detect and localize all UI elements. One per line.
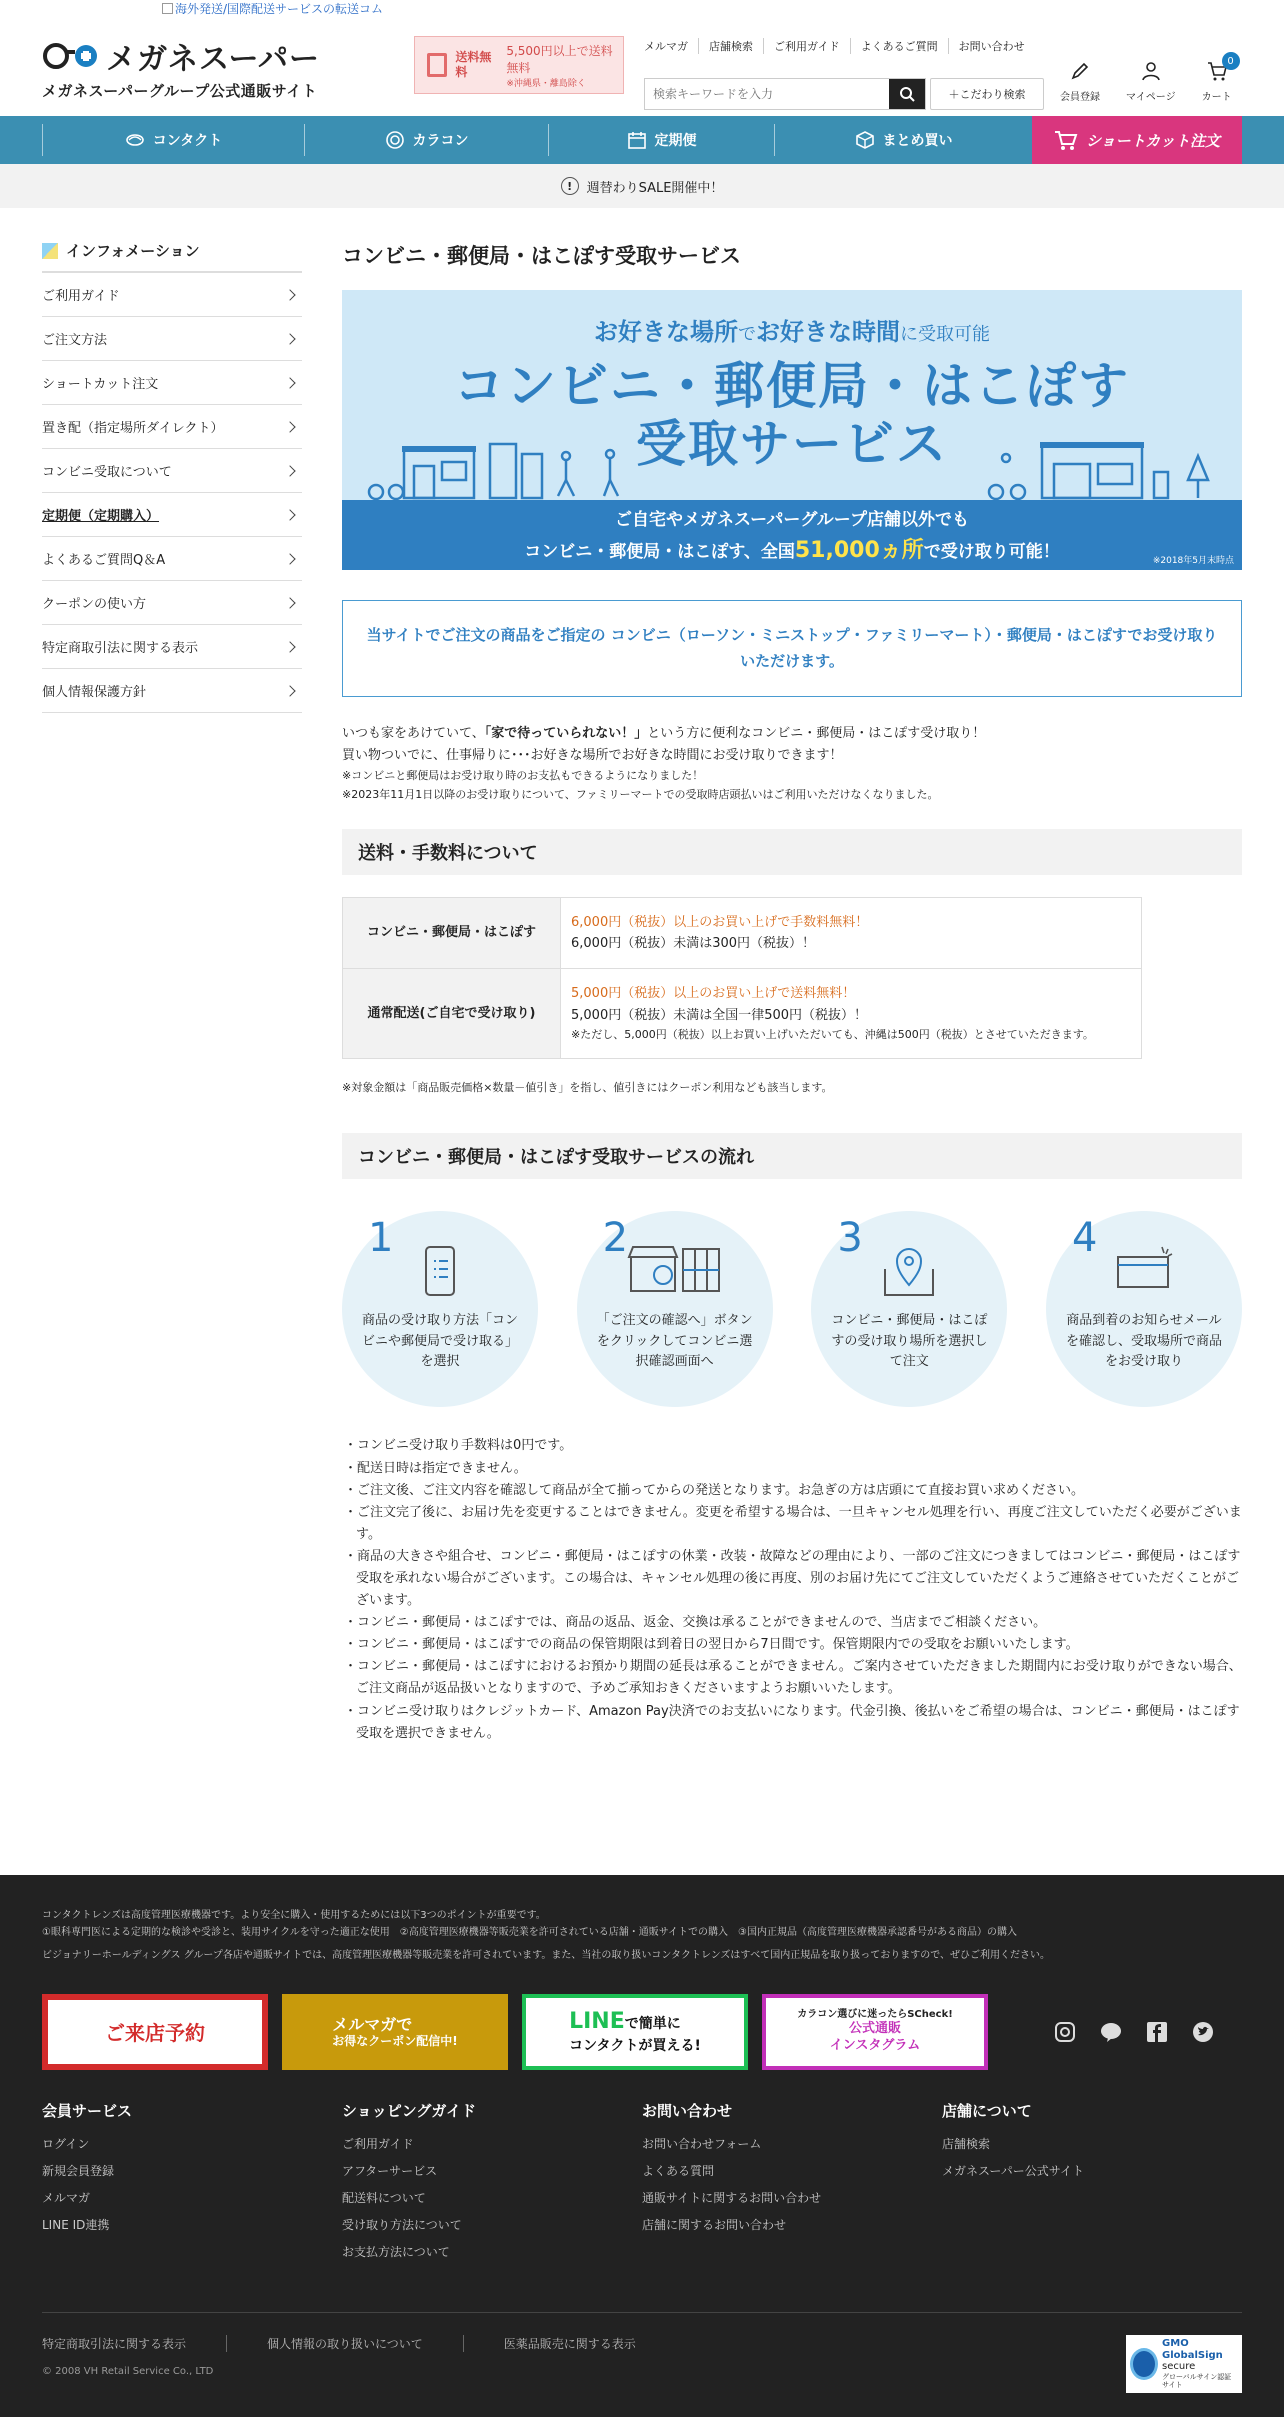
chevron-right-icon <box>284 509 295 520</box>
hero-big1: コンビニ・郵便局・はこぽす <box>454 357 1130 415</box>
footer-link-shipping[interactable]: 配送料について <box>342 2190 426 2205</box>
sidebar <box>42 232 302 1745</box>
nav-contact-lens-label: コンタクト <box>152 133 223 149</box>
nav-subscription-label: 定期便 <box>654 133 697 149</box>
city-illustration <box>342 436 1242 500</box>
shortcut-order-label: ショートカット注文 <box>1085 131 1221 150</box>
sidebar-item-coupon[interactable] <box>42 581 302 625</box>
logo-text: メガネスーパー <box>106 42 320 77</box>
logo-sub: メガネスーパーグループ公式通販サイト <box>42 82 318 100</box>
nav-contact[interactable]: お問い合わせ <box>948 38 1035 54</box>
hero-note: ※2018年5月末時点 <box>1152 556 1234 566</box>
info-box: 当サイトでご注文の商品をご指定の コンビニ（ローソン・ミニストップ・ファミリーマート）・郵便局・はこぽすでお受け取りいただけます。 <box>342 600 1242 697</box>
twitter-icon[interactable] <box>1192 2021 1214 2043</box>
step-text: 商品到着のお知らせメールを確認し、受取場所で商品をお受け取り <box>1065 1313 1222 1369</box>
advanced-search-button[interactable]: ＋こだわり検索 <box>930 78 1044 110</box>
globalsign-seal[interactable] <box>1126 2335 1242 2393</box>
shortcut-order-button[interactable] <box>1032 116 1242 164</box>
map-pin-icon <box>881 1245 937 1297</box>
list-item: ・コンビニ・郵便局・はこぽすでの商品の保管期限は到着日の翌日から7日間です。保管期限内での受取をお願いいたします。 <box>344 1637 1079 1653</box>
footer-link-tokushoho[interactable]: 特定商取引法に関する表示 <box>42 2336 187 2351</box>
fee-row-l2: 5,000円（税抜）未満は全国一律500円（税抜）！ <box>571 1007 868 1023</box>
list-item: ・コンビニ受け取りはクレジットカード、Amazon Pay決済でのお支払いになります。代金引換、後払いをご希望の場合は、コンビニ・郵便局・はこぽす受取を選択できません。 <box>344 1703 1240 1741</box>
sale-notice[interactable] <box>0 164 1284 208</box>
sidebar-item-label: 個人情報保護方針 <box>42 685 147 700</box>
fee-row-label: 通常配送(ご自宅で受け取り) <box>343 969 561 1059</box>
footer-link-contact-form[interactable]: お問い合わせフォーム <box>642 2136 762 2151</box>
nav-contact-lens[interactable] <box>42 124 304 156</box>
info-icon: ! <box>561 177 579 195</box>
sidebar-item-faq[interactable] <box>42 537 302 581</box>
nav-color-contact-label: カラコン <box>412 133 469 149</box>
step-text: コンビニ・郵便局・はこぽすの受け取り場所を選択して注文 <box>831 1313 988 1369</box>
footer-col-contact <box>642 2100 942 2270</box>
list-item: ・コンビニ受け取り手数料は0円です。 <box>344 1438 573 1454</box>
desc-n2: ※2023年11月1日以降のお受け取りについて、ファミリーマートでの受取時店頭払いはご利用いただけなくなりました。 <box>342 787 939 801</box>
search-button[interactable] <box>889 79 925 109</box>
footer-link-privacy[interactable]: 個人情報の取り扱いについて <box>226 2335 463 2352</box>
b3c-label: コンタクトが買える! <box>569 2037 701 2054</box>
hero-l1c: お好きな時間 <box>756 318 900 346</box>
broken-image-alt: 海外発送/国際配送サービスの転送コム <box>175 2 384 16</box>
list-item: ・ご注文完了後に、お届け先を変更することはできません。変更を希望する場合は、一旦キャンセル処理を行い、再度ご注文していただく必要がございます。 <box>344 1504 1242 1542</box>
cart-icon <box>1054 129 1078 151</box>
step-number: 3 <box>837 1215 863 1262</box>
legal-text: ビジョナリーホールディングス グループ各店や通販サイトでは、高度管理医療機器等販売業を許可されています。また、当社の取り扱いコンタクトレンズはすべて国内正規品を取り扱っておりますので、ぜひご利用ください。 <box>42 1949 1051 1961</box>
fee-heading: 送料・手数料について <box>342 829 1242 875</box>
sidebar-item-label: 置き配（指定場所ダイレクト） <box>42 421 224 436</box>
fee-row-l1: 6,000円（税抜）以上のお買い上げで手数料無料！ <box>571 914 869 930</box>
fee-row-l3: ※ただし、5,000円（税抜）以上お買い上げいただいても、沖縄は500円（税抜）とさせていただきます。 <box>571 1028 1094 1042</box>
instagram-icon[interactable] <box>1054 2021 1076 2043</box>
ship-main: 5,500円以上で送料無料 <box>506 43 613 75</box>
free-shipping-banner[interactable] <box>414 36 624 94</box>
user-icon <box>1140 60 1162 82</box>
hero-line1 <box>342 312 1242 347</box>
page-title: コンビニ・郵便局・はこぽす受取サービス <box>342 244 741 268</box>
search-box <box>644 78 926 110</box>
fee-row-value <box>561 897 1142 969</box>
step-number: 4 <box>1071 1215 1098 1262</box>
mypage-label: マイページ <box>1126 92 1176 103</box>
legal-text: コンタクトレンズは高度管理医療機器です。より安全に購入・使用するためには以下3つのポイントが重要です。 <box>42 1909 546 1921</box>
b4c-label: インスタグラム <box>829 2038 921 2054</box>
pencil-icon <box>1069 60 1091 82</box>
nav-color-contact[interactable] <box>304 124 548 156</box>
top-banner[interactable] <box>0 0 1284 16</box>
sidebar-item-label: ご注文方法 <box>42 333 108 348</box>
sidebar-item-label: ご利用ガイド <box>42 289 120 304</box>
nav-subscription[interactable] <box>548 124 774 156</box>
list-item: ・商品の大きさや組合せ、コンビニ・郵便局・はこぽすの休業・改装・故障などの理由により、一部のご注文につきましてはコンビニ・郵便局・はこぽす受取を承れない場合がございます。この場合は、キャンセル処理の後に再度、別のお届け先にてご注文していただくようご連絡させていただくことがございます。 <box>344 1548 1241 1609</box>
sidebar-item-label: 定期便（定期購入） <box>42 509 160 524</box>
step-text: 商品の受け取り方法「コンビニや郵便局で受け取る」を選択 <box>362 1313 519 1369</box>
footer-link-payment[interactable]: お支払方法について <box>342 2244 450 2259</box>
instagram-banner[interactable] <box>762 1994 988 2070</box>
image-icon <box>162 3 173 14</box>
gmo-b: GlobalSign <box>1162 2349 1223 2361</box>
smartphone-icon <box>420 1245 460 1297</box>
desc-l1a: いつも家をあけていて、 <box>342 726 485 741</box>
fee-row-l1: 5,000円（税抜）以上のお買い上げで送料無料！ <box>571 986 856 1002</box>
cart-link[interactable] <box>1201 55 1234 103</box>
nav-store-search[interactable]: 店舗検索 <box>698 38 763 54</box>
chevron-right-icon <box>284 421 295 432</box>
sns-links <box>1054 2021 1214 2043</box>
logo[interactable] <box>42 34 320 101</box>
footer-columns <box>42 2100 1242 2270</box>
footer-link-official-site[interactable]: メガネスーパー公式サイト <box>942 2163 1084 2178</box>
b2b-label: お得なクーポン配信中! <box>332 2034 458 2049</box>
footer-link-register[interactable]: 新規会員登録 <box>42 2163 115 2178</box>
nav-bulk-buy[interactable] <box>774 124 1032 156</box>
list-item: ・コンビニ・郵便局・はこぽすにおけるお預かり期間の延長は承ることができません。ご案内させていただきました期間内にお受け取りができない場合、ご注文商品が返品扱いとなりますので、予めご承知おきくださいますようお願いいたします。 <box>344 1659 1242 1697</box>
nav-guide[interactable]: ご利用ガイド <box>763 38 850 54</box>
sidebar-item-label: よくあるご質問Q＆A <box>42 553 166 568</box>
table-row <box>343 897 1142 969</box>
footer-link-aftercare[interactable]: アフターサービス <box>342 2163 438 2178</box>
step-text: 「ご注文の確認へ」ボタンをクリックしてコンビニ選択確認画面へ <box>596 1313 753 1369</box>
desc-l1b: 「家で待っていられない！」 <box>484 726 648 741</box>
footer-col-shopping <box>342 2100 642 2270</box>
footer-bottom-links <box>42 2335 1242 2352</box>
sidebar-item-subscription[interactable] <box>42 493 302 537</box>
b4a-label: カラコン選びに迷ったらSCheck! <box>797 2009 953 2021</box>
b1-label: ご来店予約 <box>105 2021 205 2046</box>
contact-lens-icon <box>125 130 145 150</box>
flow-step <box>1046 1211 1242 1407</box>
gmo-d: グローバルサイン認証サイト <box>1162 2372 1232 2390</box>
fee-row-l2: 6,000円（税抜）未満は300円（税抜）！ <box>571 936 816 951</box>
footer-col-title: ショッピングガイド <box>342 2101 476 2120</box>
footer-bottom <box>42 2312 1242 2390</box>
list-item: ・配送日時は指定できません。 <box>344 1460 527 1476</box>
step-number: 2 <box>602 1215 629 1262</box>
sidebar-item-label: クーポンの使い方 <box>42 597 147 612</box>
flow-step <box>577 1211 773 1407</box>
sale-text: 週替わりSALE開催中！ <box>586 180 724 196</box>
footer-link-store-inquiry[interactable]: 店舗に関するお問い合わせ <box>642 2217 787 2232</box>
sidebar-item-okihai[interactable] <box>42 405 302 449</box>
fee-table <box>342 897 1142 1060</box>
sidebar-item-label: ショートカット注文 <box>42 377 159 392</box>
footer-link-receiving[interactable]: 受け取り方法について <box>342 2217 462 2232</box>
chevron-right-icon <box>284 597 295 608</box>
register-link[interactable] <box>1060 60 1100 103</box>
list-item: ・コンビニ・郵便局・はこぽすでは、商品の返品、返金、交換は承ることができませんので、当店までご相談ください。 <box>344 1615 1047 1631</box>
footer-legal <box>42 1907 1242 1964</box>
chevron-right-icon <box>284 685 295 696</box>
flow-steps <box>342 1211 1242 1407</box>
footer-col-member <box>42 2100 342 2270</box>
nav-mailmag[interactable]: メルマガ <box>644 40 688 53</box>
sidebar-title <box>42 232 302 273</box>
nav-faq[interactable]: よくあるご質問 <box>850 38 948 54</box>
desc-l2: 買い物ついでに、仕事帰りに･･･お好きな場所でお好きな時間にお受け取りできます！ <box>342 748 843 764</box>
content <box>342 232 1242 1745</box>
hero-bottom2b: 51,000ヵ所 <box>794 537 924 563</box>
sidebar-item-privacy[interactable] <box>42 669 302 713</box>
chevron-right-icon <box>284 641 295 652</box>
sidebar-item-label: 特定商取引法に関する表示 <box>42 641 199 656</box>
footer-link-login[interactable]: ログイン <box>42 2136 90 2151</box>
footer-link-online-inquiry[interactable]: 通販サイトに関するお問い合わせ <box>642 2190 822 2205</box>
store-reservation-banner[interactable] <box>42 1994 268 2070</box>
cart-count-badge: 0 <box>1222 52 1240 70</box>
sidebar-item-tokushoho[interactable] <box>42 625 302 669</box>
footer-link-store-search[interactable]: 店舗検索 <box>942 2136 991 2151</box>
b2a-label: メルマガで <box>332 2014 413 2034</box>
chevron-right-icon <box>284 465 295 476</box>
line-icon[interactable] <box>1100 2021 1122 2043</box>
chevron-right-icon <box>284 377 295 388</box>
mailmag-banner[interactable] <box>282 1994 508 2070</box>
footer-link-mailmag[interactable]: メルマガ <box>42 2190 91 2205</box>
footer-link-guide[interactable]: ご利用ガイド <box>342 2136 414 2151</box>
line-banner[interactable] <box>522 1994 748 2070</box>
fee-footnote: ※対象金額は「商品販売価格×数量－値引き」を指し、値引きにはクーポン利用なども該当します。 <box>342 1081 833 1095</box>
fee-row-value <box>561 969 1142 1059</box>
sidebar-item-conveni[interactable] <box>42 449 302 493</box>
hero-bottom <box>342 500 1242 570</box>
hero-l1d: に受取可能 <box>900 324 990 345</box>
sidebar-item-order-method[interactable] <box>42 317 302 361</box>
ship-label: 送料無料 <box>455 50 492 79</box>
sidebar-title-label: インフォメーション <box>66 242 200 260</box>
footer-col-stores <box>942 2100 1242 2270</box>
chevron-right-icon <box>284 333 295 344</box>
footer-col-title: 会員サービス <box>42 2101 133 2120</box>
notes-list <box>342 1435 1242 1744</box>
footer-banners <box>42 1994 1242 2070</box>
sidebar-item-label: コンビニ受取について <box>42 465 172 480</box>
search-input[interactable] <box>645 79 889 109</box>
b4b-label: 公式通販 <box>848 2021 901 2037</box>
description <box>342 723 1242 805</box>
seal-icon <box>1130 2348 1158 2380</box>
mail-icon <box>1114 1245 1174 1289</box>
step-number: 1 <box>368 1215 394 1262</box>
hero-bottom2c: で受け取り可能！ <box>923 541 1060 562</box>
footer <box>0 1875 1284 2417</box>
convenience-store-icon <box>625 1245 725 1293</box>
footer-col-title: 店舗について <box>942 2101 1032 2120</box>
cart-label: カート <box>1201 92 1232 103</box>
header-nav <box>644 38 1035 54</box>
flow-step <box>342 1211 538 1407</box>
broken-image[interactable] <box>162 0 383 17</box>
flow-heading: コンビニ・郵便局・はこぽす受取サービスの流れ <box>342 1133 1242 1179</box>
box-icon <box>855 130 875 150</box>
footer-col-title: お問い合わせ <box>642 2101 733 2120</box>
copyright: © 2008 VH Retail Service Co., LTD <box>42 2365 214 2377</box>
eye-icon <box>385 130 405 150</box>
gmo-c: secure <box>1162 2361 1196 2373</box>
nav-bulk-buy-label: まとめ買い <box>882 133 953 149</box>
list-item: ・ご注文後、ご注文内容を確認して商品が全て揃ってからの発送となります。お急ぎの方は店頭にて直接お買い求めください。 <box>344 1482 1084 1498</box>
hero-bottom2a: コンビニ・郵便局・はこぽす、全国 <box>524 541 795 562</box>
flow-step <box>811 1211 1007 1407</box>
main-area <box>0 232 1284 1745</box>
gmo-a: GMO <box>1162 2338 1189 2350</box>
calendar-icon <box>627 130 647 150</box>
table-row <box>343 969 1142 1059</box>
glasses-icon <box>42 40 104 72</box>
desc-l1c: という方に便利なコンビニ・郵便局・はこぽす受け取り！ <box>647 726 986 741</box>
header-icons <box>1060 55 1234 103</box>
chevron-right-icon <box>284 289 295 300</box>
header <box>0 16 1284 116</box>
desc-n1: ※コンビニと郵便局はお受け取り時のお支払もできるようになりました！ <box>342 769 704 783</box>
square-icon <box>42 243 58 259</box>
gift-icon <box>427 53 447 77</box>
fee-row-label: コンビニ・郵便局・はこぽす <box>343 897 561 969</box>
hero-l1b: で <box>738 324 756 345</box>
ship-sub: ※沖縄県・離島除く <box>506 78 586 89</box>
footer-link-pharma[interactable]: 医薬品販売に関する表示 <box>463 2335 676 2352</box>
hero-bottom1: ご自宅やメガネスーパーグループ店舗以外でも <box>615 510 969 530</box>
footer-link-line-id[interactable]: LINE ID連携 <box>42 2217 110 2232</box>
search-icon <box>899 86 915 102</box>
hero-l1a: お好きな場所 <box>594 318 738 346</box>
hero-banner <box>342 290 1242 570</box>
footer-link-faq[interactable]: よくある質問 <box>642 2163 715 2178</box>
facebook-icon[interactable] <box>1146 2021 1168 2043</box>
register-label: 会員登録 <box>1060 92 1100 103</box>
b3b-label: で簡単に <box>624 2016 681 2033</box>
category-nav <box>0 116 1284 164</box>
hero-big2: 受取サービス <box>636 414 948 473</box>
sidebar-item-shortcut[interactable] <box>42 361 302 405</box>
sidebar-item-guide[interactable] <box>42 273 302 317</box>
legal-text: ①眼科専門医による定期的な検診や受診と、装用サイクルを守った適正な使用 ②高度管理医療機器等販売業を許可されている店舗・通販サイトでの購入 ③国内正規品（高度管理医療機器承認番号がある商品）の購入 <box>42 1926 1017 1938</box>
b3a-label: LINE <box>569 2009 625 2035</box>
mypage-link[interactable] <box>1126 60 1176 103</box>
chevron-right-icon <box>284 553 295 564</box>
